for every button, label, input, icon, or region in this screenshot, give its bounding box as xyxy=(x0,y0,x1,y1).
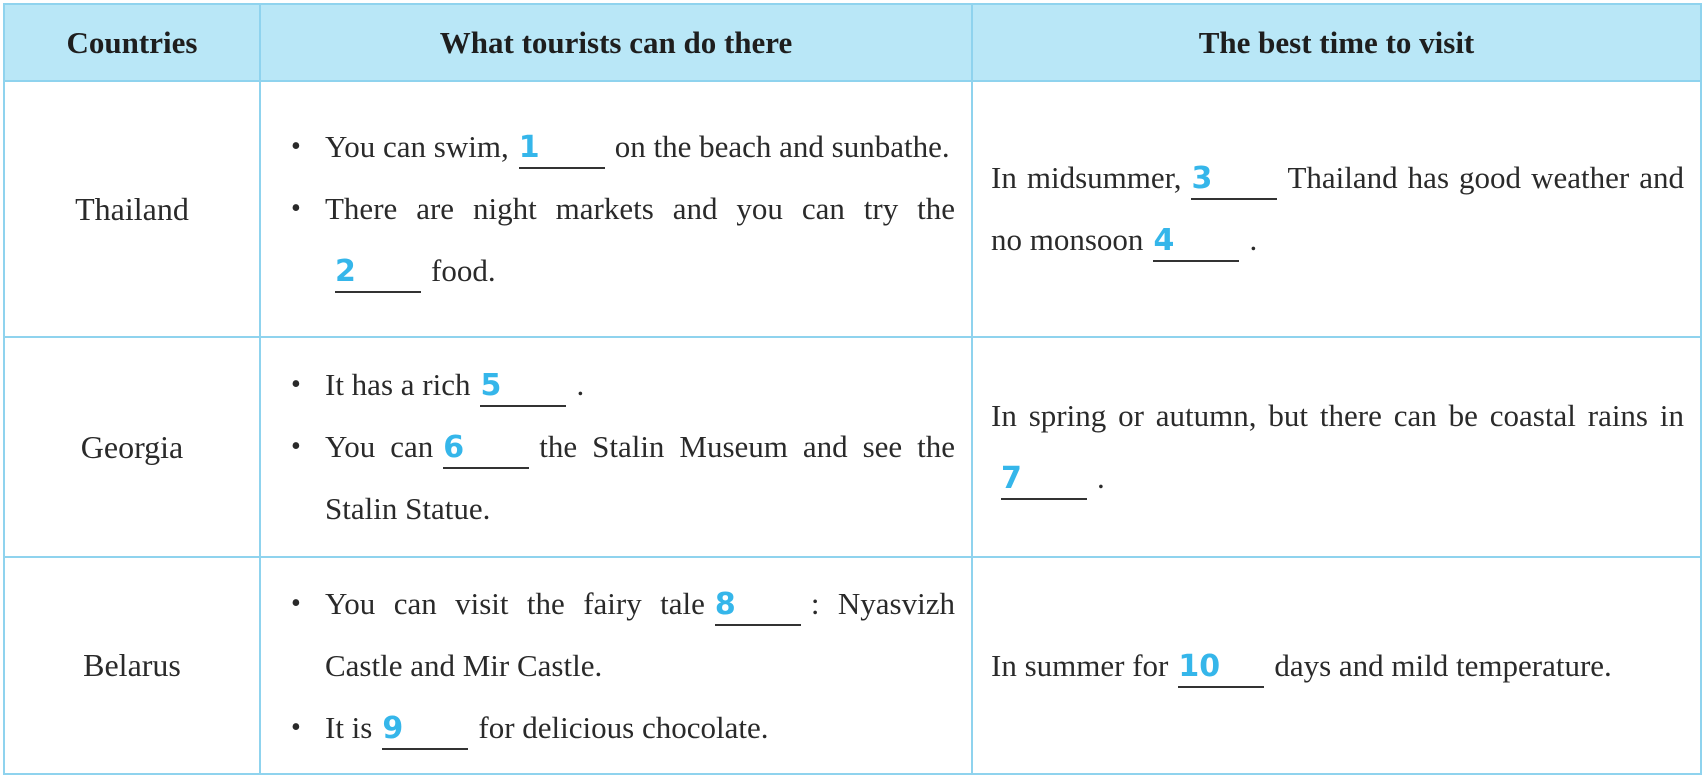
header-what-tourists-can-do: What tourists can do there xyxy=(260,4,972,81)
text-segment: There are night markets and you can try the xyxy=(325,191,955,226)
activities-list xyxy=(279,116,955,302)
header-row xyxy=(4,4,1701,81)
best-time-cell xyxy=(972,557,1701,774)
text-segment: : Nyasvizh Castle and Mir Castle. xyxy=(325,585,955,683)
text-segment: It is xyxy=(325,709,373,745)
activities-list xyxy=(279,354,955,540)
answer-blank[interactable] xyxy=(335,252,421,293)
list-item xyxy=(325,178,955,302)
list-item xyxy=(325,697,955,759)
table-row-georgia xyxy=(4,337,1701,557)
activities-cell xyxy=(260,337,972,557)
table-row-belarus xyxy=(4,557,1701,774)
blank-number: 4 xyxy=(1153,223,1175,258)
best-time-cell xyxy=(972,337,1701,557)
text-segment: . xyxy=(1097,460,1105,495)
blank-number: 3 xyxy=(1191,161,1213,196)
text-segment: You can visit the fairy tale xyxy=(325,585,705,621)
blank-number: 5 xyxy=(480,368,502,403)
blank-number: 6 xyxy=(443,430,465,465)
answer-blank[interactable] xyxy=(480,366,566,407)
answer-blank[interactable] xyxy=(443,428,529,469)
text-segment: . xyxy=(576,367,585,402)
list-item xyxy=(325,354,955,416)
list-item xyxy=(325,573,955,697)
tourism-table-container xyxy=(3,3,1700,769)
text-segment: for delicious chocolate. xyxy=(478,709,769,745)
answer-blank[interactable] xyxy=(382,709,468,750)
text-segment: days and mild temperature. xyxy=(1274,647,1612,683)
country-cell: Thailand xyxy=(4,81,260,337)
text-segment: the Stalin Museum and see the Stalin Statue. xyxy=(325,429,955,526)
list-item xyxy=(325,416,955,540)
text-segment: In midsummer, xyxy=(991,160,1182,195)
best-time-text xyxy=(991,385,1684,509)
header-best-time: The best time to visit xyxy=(972,4,1701,81)
activities-cell xyxy=(260,557,972,774)
activities-list xyxy=(279,573,955,759)
blank-number: 2 xyxy=(335,254,356,289)
table-row-thailand xyxy=(4,81,1701,337)
text-segment: You can xyxy=(325,429,434,464)
text-segment: In spring or autumn, but there can be coastal rains in xyxy=(991,398,1684,433)
blank-number: 9 xyxy=(382,710,404,746)
text-segment: . xyxy=(1249,222,1258,257)
country-cell: Georgia xyxy=(4,337,260,557)
text-segment: on the beach and sunbathe. xyxy=(614,129,950,164)
list-item xyxy=(325,116,955,178)
text-segment: It has a rich xyxy=(325,367,471,402)
answer-blank[interactable] xyxy=(519,128,605,169)
activities-cell xyxy=(260,81,972,337)
answer-blank[interactable] xyxy=(1191,159,1277,200)
blank-number: 7 xyxy=(1001,461,1022,496)
country-cell: Belarus xyxy=(4,557,260,774)
text-segment: In summer for xyxy=(991,647,1169,683)
text-segment: food. xyxy=(431,253,496,288)
blank-number: 1 xyxy=(518,130,540,165)
best-time-text xyxy=(991,147,1684,271)
answer-blank[interactable] xyxy=(1001,459,1087,500)
blank-number: 10 xyxy=(1178,648,1221,684)
blank-number: 8 xyxy=(714,586,736,622)
best-time-cell xyxy=(972,81,1701,337)
tourism-table xyxy=(3,3,1702,775)
header-countries: Countries xyxy=(4,4,260,81)
answer-blank[interactable] xyxy=(1178,647,1264,688)
best-time-text xyxy=(991,635,1684,697)
answer-blank[interactable] xyxy=(715,585,801,626)
text-segment: Thailand has good weather and no monsoon xyxy=(991,160,1684,257)
answer-blank[interactable] xyxy=(1153,221,1239,262)
text-segment: You can swim, xyxy=(325,129,509,164)
